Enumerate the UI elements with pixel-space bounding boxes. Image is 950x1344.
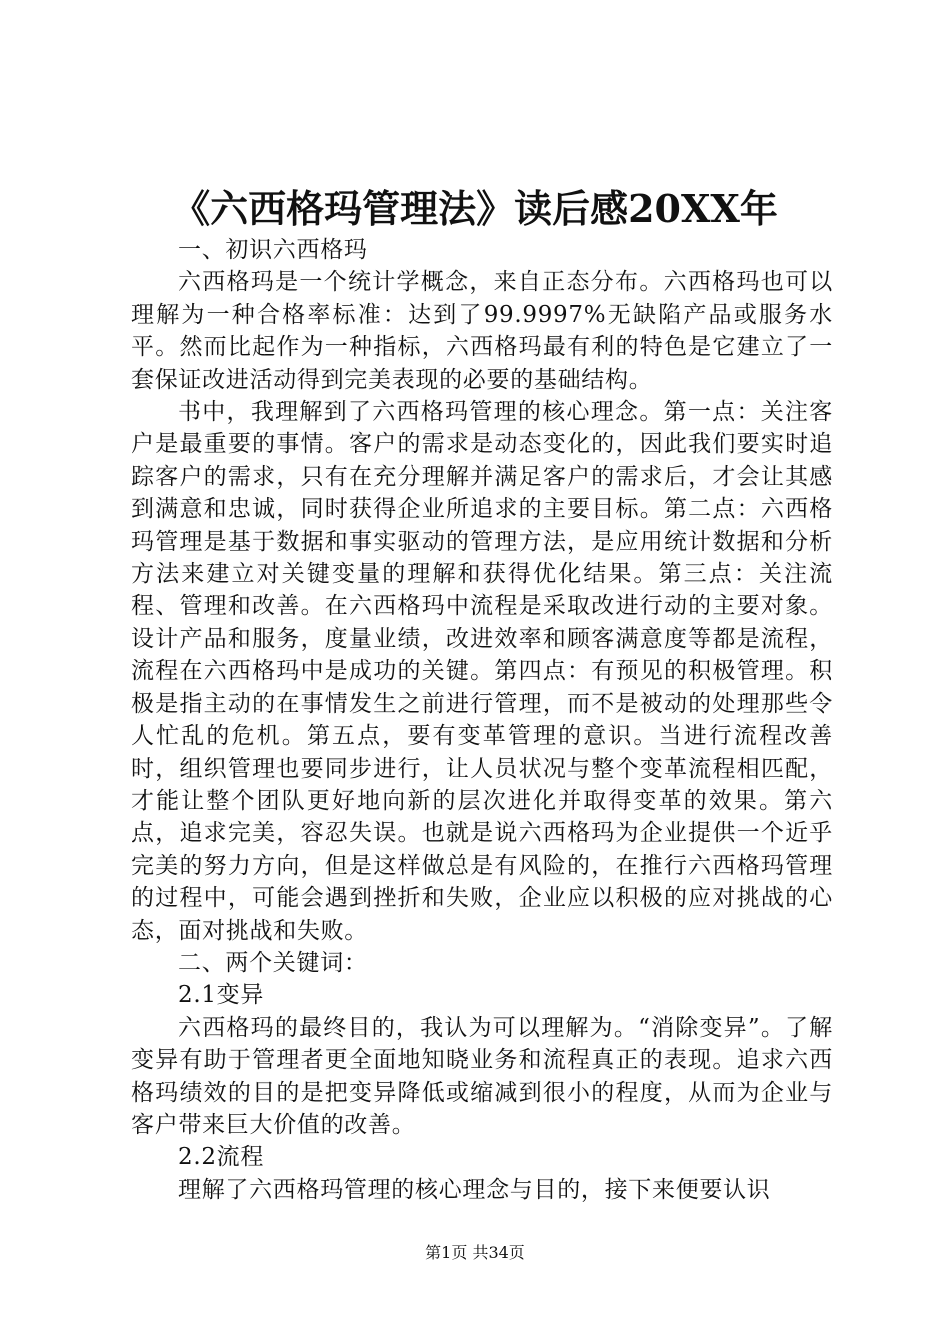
document-title: 《六西格玛管理法》读后感20XX年: [172, 186, 778, 231]
paragraph: 理解了六西格玛管理的核心理念与目的，接下来便要认识: [178, 1176, 771, 1203]
section-heading: 二、两个关键词：: [178, 949, 368, 976]
paragraph: 六西格玛的最终目的，我认为可以理解为。“消除变异”。了解变异有助于管理者更全面地知晓业务和流程真正的表现。追求六西格玛绩效的目的是把变异降低或缩减到很小的程度，从而为企业与客户带来巨大价值的改善。: [131, 1014, 833, 1138]
section-heading: 一、初识六西格玛: [178, 237, 368, 263]
paragraph: 六西格玛是一个统计学概念，来自正态分布。六西格玛也可以理解为一种合格率标准：达到了99.9997%无缺陷产品或服务水平。然而比起作为一种指标，六西格玛最有利的特色是它建立了一套保证改进活动得到完美表现的必要的基础结构。: [131, 269, 833, 393]
paragraph: 书中，我理解到了六西格玛管理的核心理念。第一点：关注客户是最重要的事情。客户的需求是动态变化的，因此我们要实时追踪客户的需求，只有在充分理解并满足客户的需求后，才会让其感到满意和忠诚，同时获得企业所追求的主要目标。第二点：六西格玛管理是基于数据和事实驱动的管理方法，是应用统计数据和分析方法来建立对关键变量的理解和获得优化结果。第三点：关注流程、管理和改善。在六西格玛中流程是采取改进行动的主要对象。设计产品和服务，度量业绩，改进效率和顾客满意度等都是流程，流程在六西格玛中是成功的关键。第四点：有预见的积极管理。积极是指主动的在事情发生之前进行管理，而不是被动的处理那些令人忙乱的危机。第五点，要有变革管理的意识。当进行流程改善时，组织管理也要同步进行，让人员状况与整个变革流程相匹配，才能让整个团队更好地向新的层次进化并取得变革的效果。第六点，追求完美，容忍失误。也就是说六西格玛为企业提供一个近乎完美的努力方向，但是这样做总是有风险的，在推行六西格玛管理的过程中，可能会遇到挫折和失败，企业应以积极的应对挑战的心态，面对挑战和失败。: [131, 399, 833, 944]
subsection-heading: 2.1变异: [178, 982, 265, 1009]
document-body: [131, 234, 833, 1206]
subsection-heading: 2.2流程: [178, 1144, 265, 1171]
page-footer: 第1页 共34页: [425, 1243, 525, 1262]
